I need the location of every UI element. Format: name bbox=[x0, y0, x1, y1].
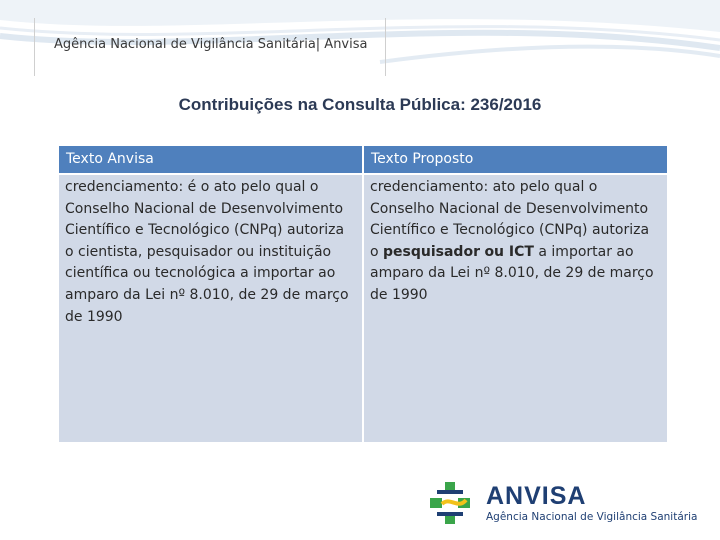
anvisa-logo bbox=[428, 480, 698, 530]
proposed-bold-ict: ou ICT bbox=[484, 243, 534, 260]
agency-header: Agência Nacional de Vigilância Sanitária| Anvisa bbox=[54, 37, 368, 52]
slide-title: Contribuições na Consulta Pública: 236/2016 bbox=[178, 95, 542, 114]
proposed-bold-pesquisador: pesquisador bbox=[383, 243, 480, 260]
anvisa-cross-icon bbox=[428, 480, 472, 526]
comparison-table bbox=[59, 146, 667, 442]
header-band bbox=[0, 0, 720, 78]
header-texto-proposto: Texto Proposto bbox=[364, 146, 667, 173]
logo-subtitle: Agência Nacional de Vigilância Sanitária bbox=[486, 511, 698, 523]
logo-wordmark: ANVISA bbox=[486, 482, 587, 510]
cell-proposed-text bbox=[364, 175, 667, 442]
header-texto-anvisa: Texto Anvisa bbox=[59, 146, 362, 173]
proposed-text-part3: a importar ao amparo da Lei nº 8.010, de 29 de março de 1990 bbox=[370, 243, 654, 303]
cell-anvisa-text: credenciamento: é o ato pelo qual o Conselho Nacional de Desenvolvimento Científico e Tecnológico (CNPq) autoriza o cientista, pesquisador ou instituição científica ou tecnológica a importar ao amparo da Lei nº 8.010, de 29 de março de 1990 bbox=[59, 175, 362, 442]
proposed-text-part1: credenciamento: ato pelo qual o Conselho Nacional de Desenvolvimento Científico e Tecnológico (CNPq) autoriza o bbox=[370, 179, 650, 260]
